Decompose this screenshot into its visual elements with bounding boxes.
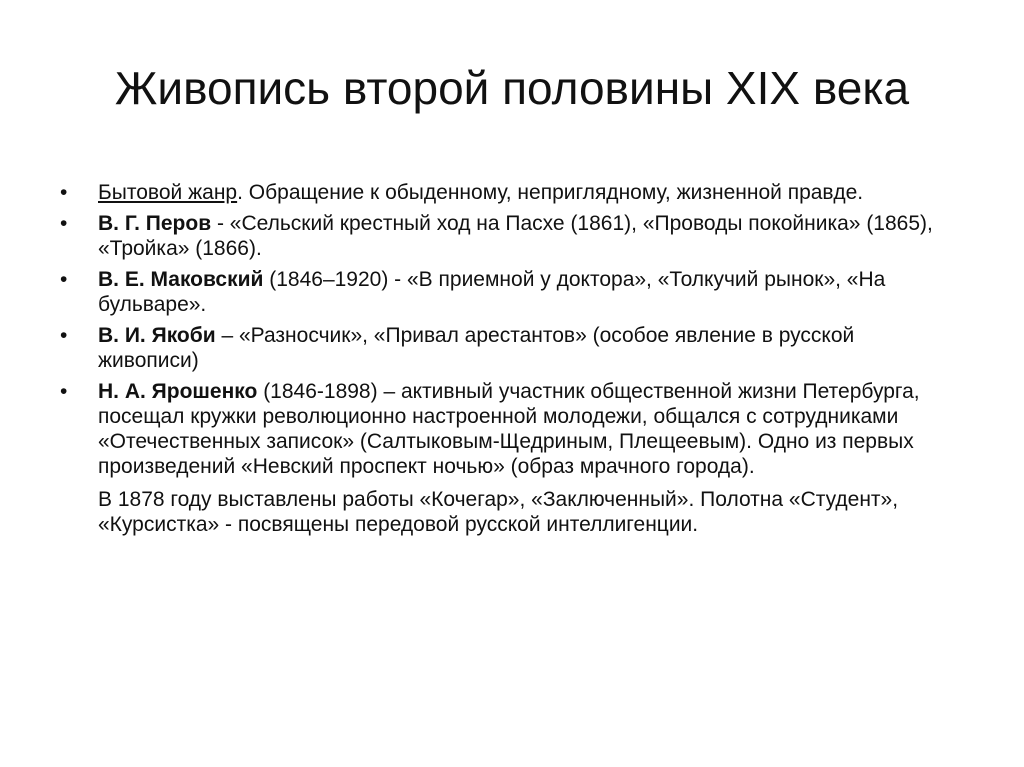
bullet-lead: В. И. Якоби (98, 324, 216, 347)
bullet-item-jacobi (60, 323, 960, 373)
bullet-text: . Обращение к обыденному, неприглядному, жизненной правде. (237, 181, 864, 204)
bullet-lead: В. Г. Перов (98, 212, 212, 235)
bullet-text: - «Сельский крестный ход на Пасхе (1861), «Проводы покойника» (1865), «Тройка» (1866). (98, 212, 933, 260)
bullet-item-genre (60, 180, 960, 205)
bullet-icon: • (60, 268, 68, 291)
bullet-text: – «Разносчик», «Привал арестантов» (особое явление в русской живописи) (98, 324, 855, 372)
bullet-icon: • (60, 212, 68, 235)
bullet-icon: • (60, 324, 68, 347)
bullet-item-perov (60, 211, 960, 261)
bullet-icon: • (60, 380, 68, 403)
bullet-text: (1846–1920) - «В приемной у доктора», «Толкучий рынок», «На бульваре». (98, 268, 886, 316)
bullet-icon: • (60, 181, 68, 204)
bullet-lead: Бытовой жанр (98, 181, 238, 204)
bullet-lead: В. Е. Маковский (98, 268, 264, 291)
slide-title: Живопись второй половины XIX века (114, 62, 910, 114)
slide-content (60, 180, 960, 537)
bullet-item-makovsky (60, 267, 960, 317)
bullet-lead: Н. А. Ярошенко (98, 380, 258, 403)
continuation-paragraph: В 1878 году выставлены работы «Кочегар», «Заключенный». Полотна «Студент», «Курсистка» - посвящены передовой русской интеллигенции. (98, 488, 899, 536)
bullet-text: (1846-1898) – активный участник общественной жизни Петербурга, посещал кружки революционно настроенной молодежи, общался с сотрудниками «Отечественных записок» (Салтыковым-Щедриным, Плещеевым). Одно из первых произведений «Невский проспект ночью» (образ мрачного города). (98, 380, 920, 478)
bullet-item-yaroshenko (60, 379, 960, 479)
